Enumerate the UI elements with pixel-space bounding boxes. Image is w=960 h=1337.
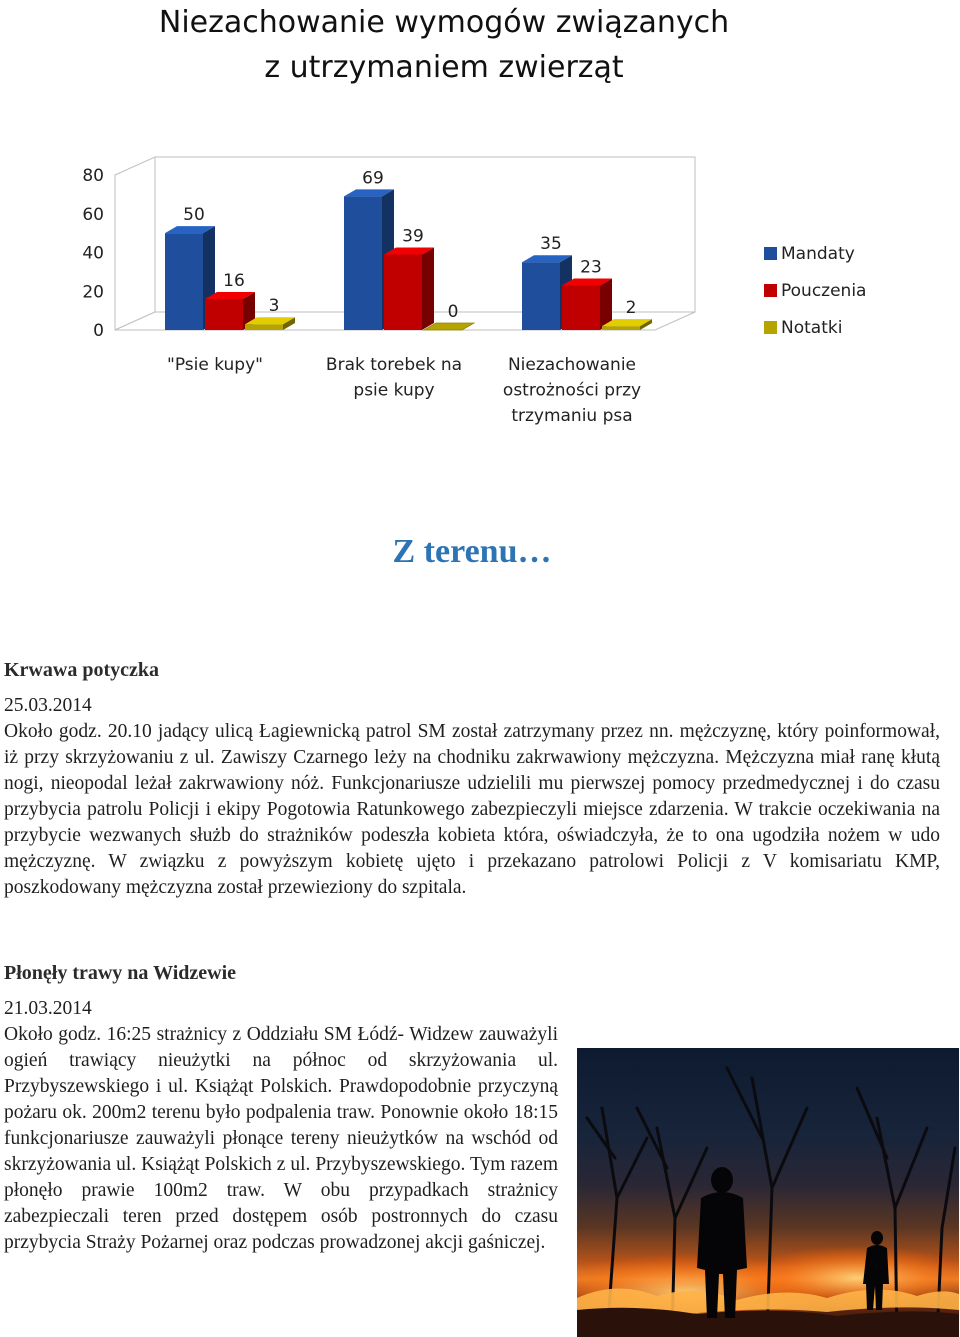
x-category-label: ostrożności przy [502,380,642,401]
article-date: 25.03.2014 [4,695,92,716]
article-date: 21.03.2014 [4,998,92,1019]
bar-front [562,285,600,330]
y-tick-label: 60 [82,204,104,225]
data-label: 69 [362,168,384,189]
legend-label: Mandaty [781,244,855,264]
bar-front [344,196,382,330]
data-label: 3 [268,296,280,317]
article-body: Około godz. 16:25 strażnicy z Oddziału SM Łódź- Widzew zauważyli ogień trawiący nieużytki na północ od skrzyżowania ul. Przybyszewskiego i ul. Książąt Polskich. Prawdopodobnie przyczyną pożaru ok. 200m2 terenu było podpalenia traw. Ponownie około 18:15 funkcjonariusze zauważyli płonące tereny nieużytków na wschód od skrzyżowania ul. Książąt Polskich z ul. Przybyszewskiego. Tym razem płonęło prawie 100m2 traw. W obu przypadkach strażnicy zabezpieczali teren przed dostępem osób postronnych do czasu przybycia Straży Pożarnej oraz podczas prowadzonej akcji gaśniczej. [4,1024,558,1253]
data-label: 35 [540,234,562,255]
data-label: 39 [402,226,424,247]
bar-side [422,247,434,330]
legend-label: Pouczenia [781,281,867,301]
section-title: Z terenu… [392,533,552,570]
article-body: Około godz. 20.10 jadący ulicą Łagiewnicką patrol SM został zatrzymany przez nn. mężczyznę, który poinformował, iż przy skrzyżowaniu z ul. Zawiszy Czarnego leży na chodniku zakrwawiony mężczyzna. Mężczyzna miał ranę kłutą nogi, nieopodal leżał zakrwawiony nóż. Funkcjonariusze udzielili mu pierwszej pomocy przedmedycznej i do czasu przybycia patrolu Policji i ekipy Pogotowia Ratunkowego zabezpieczyli miejsce zdarzenia. W trakcie oczekiwania na przybycie wezwanych służb do strażników podeszła kobieta która, oświadczyła, że to ona ugodziła nożem w udo mężczyznę. W związku z powyższym kobietę ujęto i przekazano patrolowi Policji z V komisariatu KMP, poszkodowany mężczyzna został przewieziony do szpitala. [4,721,940,898]
data-label: 16 [223,271,245,291]
y-tick-label: 40 [82,243,104,264]
x-category-label: Brak torebek na [325,355,463,375]
x-category-label: "Psie kupy" [167,355,263,375]
bar-front [602,326,640,330]
legend-swatch [764,247,777,260]
bar-front [245,324,283,330]
legend-swatch [764,321,777,334]
legend-swatch [764,284,777,297]
fire-photo [577,1048,959,1337]
article-heading: Krwawa potyczka [4,659,159,681]
data-label: 23 [580,257,602,278]
data-label: 50 [183,205,205,226]
article-heading: Płonęły trawy na Widzewie [4,962,237,984]
y-tick-label: 80 [82,166,104,186]
x-category-label: trzymaniu psa [511,406,633,426]
article-krwawa-potyczka [4,657,940,901]
x-category-label: Niezachowanie [507,355,637,375]
bar-front [165,233,203,330]
legend-label: Notatki [781,318,843,338]
bar-front [205,299,243,330]
x-category-label: psie kupy [353,380,435,401]
bar-chart [0,130,900,440]
data-label: 0 [447,302,459,322]
chart-title-line-1: Niezachowanie wymogów związanych [158,5,730,40]
bar-front [522,262,560,330]
chart-title [0,0,888,90]
data-label: 2 [625,298,637,319]
y-tick-label: 20 [82,282,104,303]
y-tick-label: 0 [93,321,104,341]
chart-side-wall [115,157,155,330]
fire-photo-illustration [577,1048,959,1337]
chart-title-line-2: z utrzymaniem zwierząt [264,50,624,85]
bar-front [384,254,422,330]
article-plonely-trawy [4,960,558,1256]
